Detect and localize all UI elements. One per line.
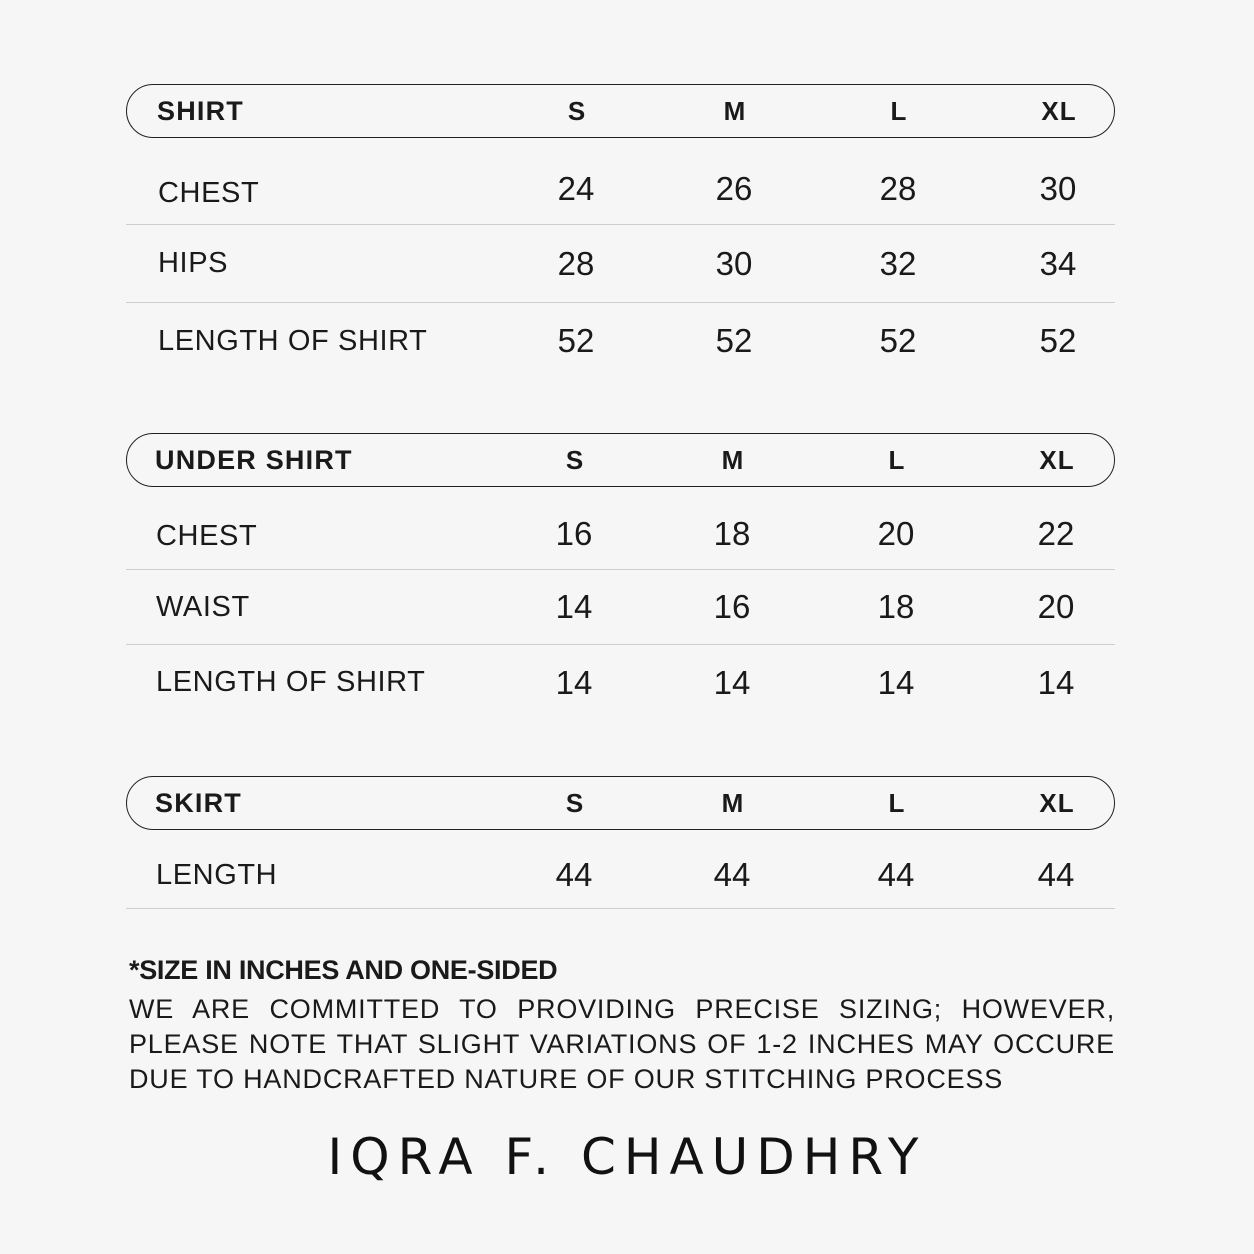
size-header-xl: XL [1041, 95, 1077, 126]
row-label: LENGTH [156, 858, 278, 891]
size-header-s: S [565, 444, 585, 475]
table-row [126, 138, 1115, 225]
row-value-s: 14 [555, 588, 593, 625]
row-value-l: 32 [879, 244, 917, 282]
row-label: LENGTH OF SHIRT [158, 324, 428, 357]
row-value-s: 14 [555, 663, 593, 701]
shirt-table-title: SHIRT [157, 95, 244, 126]
row-label: CHEST [156, 519, 258, 552]
table-row [126, 830, 1115, 909]
brand-logo-text: IQRA F. CHAUDHRY [327, 1128, 927, 1186]
row-value-s: 16 [555, 515, 593, 552]
size-header-xl: XL [1039, 787, 1075, 818]
row-value-m: 52 [715, 322, 753, 359]
row-value-l: 14 [877, 663, 915, 701]
size-header-l: L [888, 787, 906, 818]
row-label: LENGTH OF SHIRT [156, 666, 426, 698]
sizing-note-title: *SIZE IN INCHES AND ONE-SIDED [129, 955, 558, 985]
skirt-table-header [126, 776, 1115, 830]
row-value-l: 18 [877, 588, 915, 625]
row-value-l: 52 [879, 322, 917, 359]
size-header-l: L [888, 444, 906, 475]
sizing-note [129, 955, 1115, 1097]
row-value-l: 28 [879, 170, 917, 207]
table-row [126, 570, 1115, 645]
row-value-xl: 14 [1037, 663, 1075, 701]
row-value-xl: 20 [1037, 588, 1075, 625]
size-header-m: M [721, 787, 745, 818]
shirt-table-header [126, 84, 1115, 138]
under-shirt-table-header [126, 433, 1115, 487]
sizing-note-body: WE ARE COMMITTED TO PROVIDING PRECISE SIZING; HOWEVER, PLEASE NOTE THAT SLIGHT VARIATIONS OF 1-2 INCHES MAY OCCURE DUE TO HANDCRAFTED NATURE OF OUR STITCHING PROCESS [129, 994, 1115, 1094]
row-value-s: 44 [555, 856, 593, 893]
under-shirt-table-title: UNDER SHIRT [155, 444, 353, 475]
shirt-size-table [126, 84, 1115, 379]
skirt-size-table [126, 776, 1115, 909]
size-header-m: M [723, 95, 747, 126]
row-value-m: 44 [713, 856, 751, 893]
size-header-xl: XL [1039, 444, 1075, 475]
row-value-xl: 30 [1039, 170, 1077, 207]
size-header-s: S [565, 787, 585, 818]
under-shirt-size-table [126, 433, 1115, 720]
row-value-xl: 44 [1037, 856, 1075, 893]
table-row [126, 487, 1115, 570]
row-label: WAIST [156, 590, 250, 623]
row-value-s: 28 [557, 244, 595, 282]
row-value-s: 52 [557, 322, 595, 359]
size-header-s: S [567, 95, 587, 126]
table-row [126, 225, 1115, 303]
row-value-l: 20 [877, 515, 915, 552]
row-value-xl: 34 [1039, 244, 1077, 282]
row-label: CHEST [158, 176, 260, 209]
size-header-m: M [721, 444, 745, 475]
skirt-table-title: SKIRT [155, 787, 242, 818]
row-value-m: 16 [713, 588, 751, 625]
row-value-m: 26 [715, 170, 753, 207]
row-value-m: 30 [715, 244, 753, 282]
row-value-m: 14 [713, 663, 751, 701]
row-value-xl: 22 [1037, 515, 1075, 552]
row-value-xl: 52 [1039, 322, 1077, 359]
row-label: HIPS [158, 247, 229, 279]
size-header-l: L [890, 95, 908, 126]
row-value-l: 44 [877, 856, 915, 893]
table-row [126, 303, 1115, 379]
table-row [126, 645, 1115, 720]
row-value-s: 24 [557, 170, 595, 207]
row-value-m: 18 [713, 515, 751, 552]
